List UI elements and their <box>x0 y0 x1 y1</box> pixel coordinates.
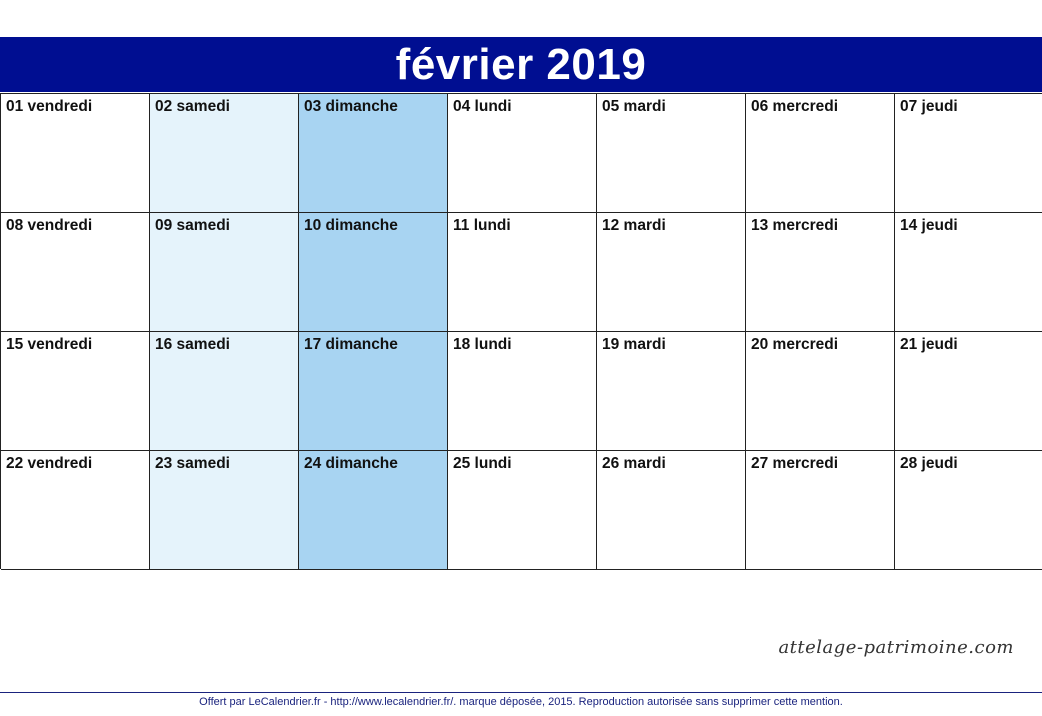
day-cell-jeudi: 21 jeudi <box>895 332 1042 451</box>
day-cell-lundi: 04 lundi <box>448 94 597 213</box>
watermark-text: attelage-patrimoine.com <box>778 637 1014 658</box>
day-cell-dimanche: 24 dimanche <box>299 451 448 570</box>
day-cell-jeudi: 07 jeudi <box>895 94 1042 213</box>
day-cell-samedi: 09 samedi <box>150 213 299 332</box>
day-cell-mardi: 12 mardi <box>597 213 746 332</box>
day-cell-samedi: 23 samedi <box>150 451 299 570</box>
day-cell-vendredi: 08 vendredi <box>1 213 150 332</box>
day-cell-vendredi: 22 vendredi <box>1 451 150 570</box>
footer-divider <box>0 692 1042 693</box>
day-cell-mercredi: 20 mercredi <box>746 332 895 451</box>
calendar-grid <box>0 93 1042 569</box>
day-cell-lundi: 18 lundi <box>448 332 597 451</box>
day-cell-mardi: 19 mardi <box>597 332 746 451</box>
day-cell-dimanche: 17 dimanche <box>299 332 448 451</box>
day-cell-samedi: 16 samedi <box>150 332 299 451</box>
day-cell-mardi: 26 mardi <box>597 451 746 570</box>
day-cell-mercredi: 06 mercredi <box>746 94 895 213</box>
day-cell-lundi: 11 lundi <box>448 213 597 332</box>
day-cell-jeudi: 28 jeudi <box>895 451 1042 570</box>
day-cell-vendredi: 15 vendredi <box>1 332 150 451</box>
day-cell-dimanche: 03 dimanche <box>299 94 448 213</box>
calendar-header <box>0 37 1042 92</box>
footer-text: Offert par LeCalendrier.fr - http://www.lecalendrier.fr/. marque déposée, 2015. Reproduction autorisée sans supprimer cette mention. <box>199 696 843 708</box>
day-cell-mardi: 05 mardi <box>597 94 746 213</box>
day-cell-vendredi: 01 vendredi <box>1 94 150 213</box>
day-cell-jeudi: 14 jeudi <box>895 213 1042 332</box>
day-cell-mercredi: 13 mercredi <box>746 213 895 332</box>
day-cell-lundi: 25 lundi <box>448 451 597 570</box>
day-cell-samedi: 02 samedi <box>150 94 299 213</box>
day-cell-mercredi: 27 mercredi <box>746 451 895 570</box>
day-cell-dimanche: 10 dimanche <box>299 213 448 332</box>
calendar-title: février 2019 <box>395 40 647 89</box>
